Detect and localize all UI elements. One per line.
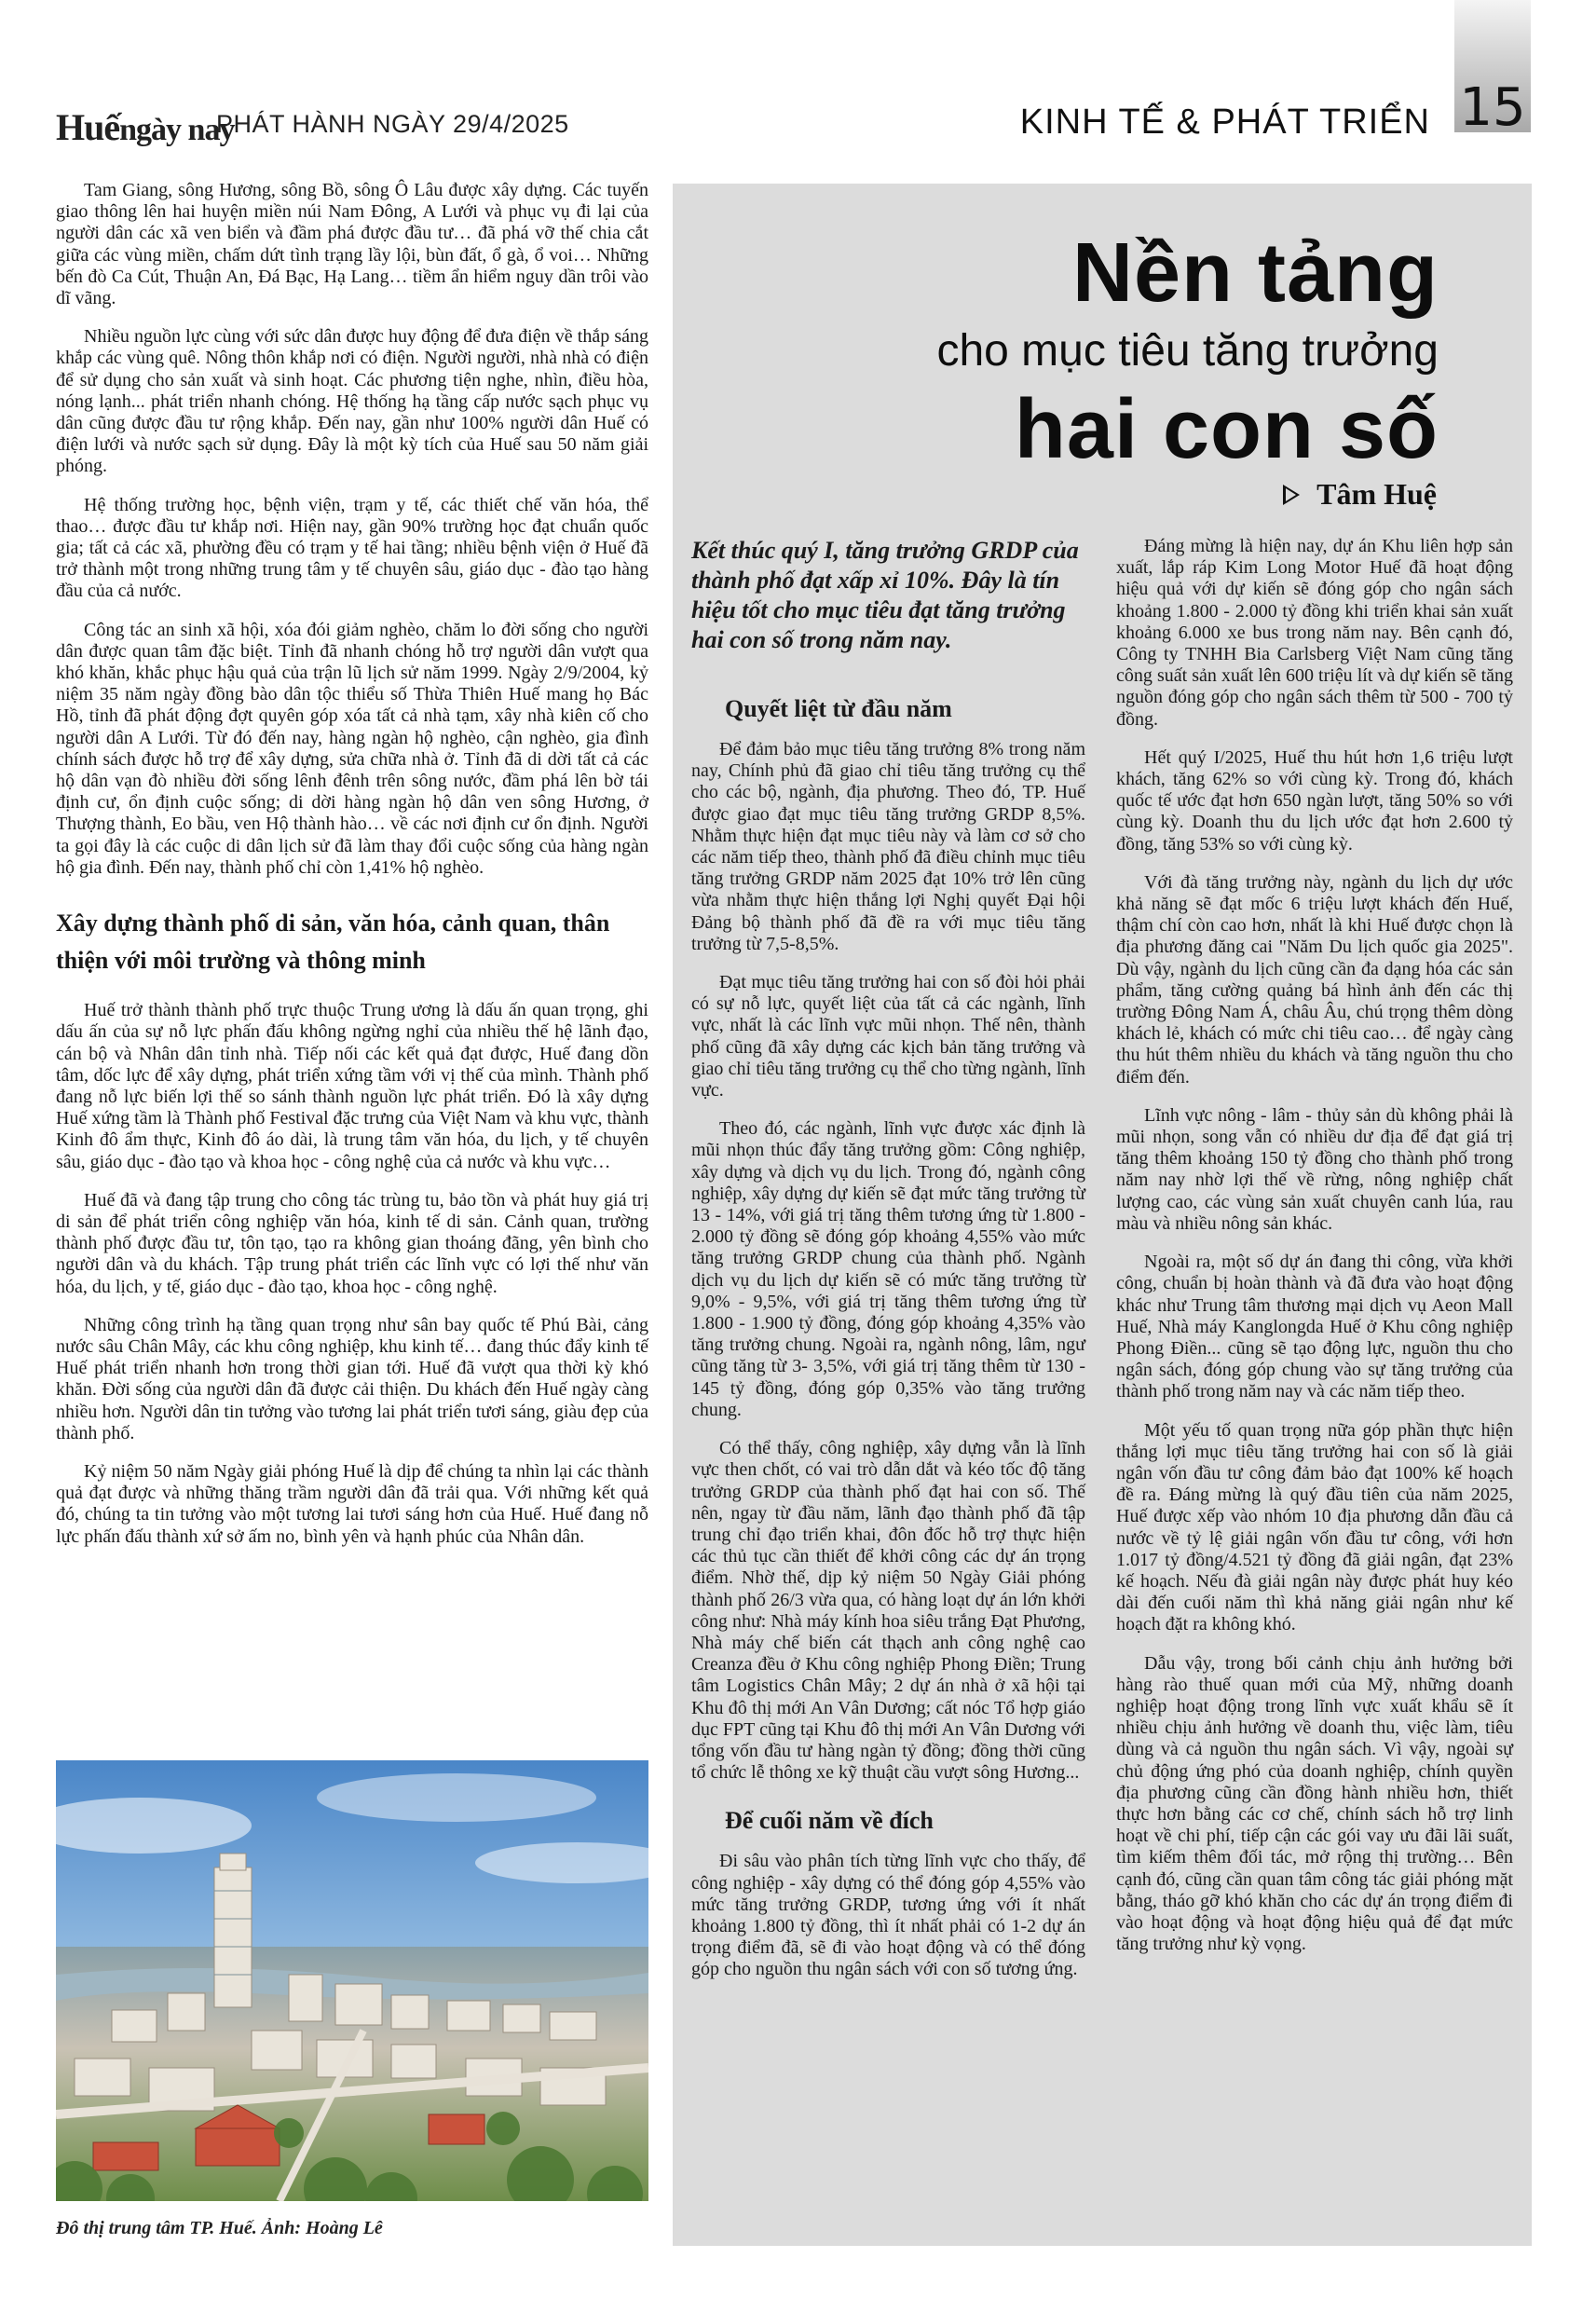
photo-caption: Đô thị trung tâm TP. Huế. Ảnh: Hoàng Lê xyxy=(56,2218,383,2238)
paragraph: Nhiều nguồn lực cùng với sức dân được huy động để đưa điện về thắp sáng khắp các vùng quê. Nông thôn khắp nơi có điện. Người người, nhà nhà có điện để sử dụng cho sản xuất và sinh hoạt. Các phương tiện nghe, nhìn, điều hòa, nóng lạnh... phát triển nhanh chóng. Hệ thống hạ tầng cấp nước sạch phục vụ dân cũng được đầu tư rộng khắp. Đến nay, gần như 100% người dân Huế có điện lưới và nước sạch sử dụng. Đây là một kỳ tích của Huế sau 50 năm giải phóng. xyxy=(56,326,648,477)
article-column-2 xyxy=(1116,536,1513,1955)
left-paragraphs-b xyxy=(56,1000,648,1548)
article-column-1 xyxy=(691,536,1085,1981)
left-column xyxy=(56,180,648,1548)
article-lead: Kết thúc quý I, tăng trưởng GRDP của thành phố đạt xấp xỉ 10%. Đây là tín hiệu tốt cho mục tiêu đạt tăng trưởng hai con số trong năm nay. xyxy=(691,537,1079,653)
left-subheading: Xây dựng thành phố di sản, văn hóa, cảnh quan, thân thiện với môi trường và thông minh xyxy=(56,910,610,975)
paragraph: Dẫu vậy, trong bối cảnh chịu ảnh hưởng bởi hàng rào thuế quan mới của Mỹ, những doanh nghiệp hoạt động trong lĩnh vực xuất khẩu sẽ ít nhiều chịu ảnh hưởng về doanh thu, việc làm, tiêu dùng và cả nguồn thu ngân sách. Vì vậy, ngoài sự chủ động ứng phó của doanh nghiệp, chính quyền địa phương cũng cần đồng hành nhiều hơn, thiết thực hơn bằng các cơ chế, chính sách hỗ trợ linh hoạt về chi phí, tiếp cận các gói vay ưu đãi lãi suất, tìm kiếm thêm đối tác, mở rộng thị trường… Bên cạnh đó, cũng cần quan tâm công tác giải phóng mặt bằng, tháo gỡ khó khăn cho các dự án trọng điểm đi vào hoạt động và hoạt động hiệu quả để đạt mức tăng trưởng như kỳ vọng. xyxy=(1116,1652,1513,1955)
logo-suffix: ngày nay xyxy=(119,113,235,147)
paragraph: Đáng mừng là hiện nay, dự án Khu liên hợp sản xuất, lắp ráp Kim Long Motor Huế đã hoạt động hiệu quả với dự kiến sẽ đóng góp cho ngân sách khoảng 1.800 - 2.000 tỷ đồng khi triển khai sản xuất khoảng 6.000 xe bus trong năm nay. Bên cạnh đó, Công ty TNHH Bia Carlsberg Việt Nam cũng tăng công suất sản xuất lên 600 triệu lít và dự kiến sẽ tăng nguồn đóng góp cho ngân sách thêm từ 500 - 700 tỷ đồng. xyxy=(1116,536,1513,730)
triangle-outline-icon xyxy=(1283,485,1300,505)
section-name: KINH TẾ & PHÁT TRIỂN xyxy=(1019,103,1430,142)
city-aerial-image xyxy=(56,1760,648,2201)
paragraph: Kỷ niệm 50 năm Ngày giải phóng Huế là dịp để chúng ta nhìn lại các thành quả đạt được và những thăng trầm người dân đã trải qua. Với những kết quả đó, chúng ta tin tưởng vào một tương lai tươi sáng hơn của Huế. Huế đang nỗ lực phấn đấu thành xứ sở ấm no, bình yên và hạnh phúc của Nhân dân. xyxy=(56,1460,648,1547)
paragraph: Với đà tăng trưởng này, ngành du lịch dự ước khả năng sẽ đạt mốc 6 triệu lượt khách đến Huế, thậm chí còn cao hơn, nhất là khi Huế được chọn là địa phương đăng cai "Năm Du lịch quốc gia 2025". Dù vậy, ngành du lịch cũng cần đa dạng hóa các sản phẩm, tăng cường quảng bá hình ảnh đến các thị trường Đông Nam Á, châu Âu, chú trọng thêm dòng khách lẻ, khách có mức chi tiêu cao… để ngày càng thu hút thêm nhiều du khách và tăng nguồn thu cho điểm đến. xyxy=(1116,871,1513,1088)
headline-line-1: Nền tảng xyxy=(1071,226,1439,320)
headline xyxy=(673,228,1439,476)
paragraph: Công tác an sinh xã hội, xóa đói giảm nghèo, chăm lo đời sống cho người dân được quan tâm đặc biệt. Tỉnh đã nhanh chóng hỗ trợ người dân vượt qua khó khăn, khắc phục hậu quả của trận lũ lịch sử năm 1999. Ngày 2/9/2004, kỷ niệm 35 năm ngày đồng bào dân tộc thiểu số Thừa Thiên Huế mang họ Bác Hồ, tỉnh đã phát động đợt quyên góp xóa tất cả nhà tạm, xây nhà kiên cố cho người dân A Lưới. Từ đó đến nay, hàng ngàn hộ nghèo, cận nghèo, gia đình chính sách được hỗ trợ để xây dựng, sửa chữa nhà ở. Tỉnh đã di dời tất cả các hộ dân vạn đò nhiều đời sống lênh đênh trên sông nước, đầm phá lên bờ tái định cư, ổn định cuộc sống; di dời hàng ngàn hộ dân ven sông Hương, ở Thượng thành, Eo bầu, ven Hộ thành hào… về các nơi định cư ổn định. Người ta gọi đây là các cuộc di dân lịch sử đã làm thay đổi cuộc sống của hàng ngàn hộ gia đình. Đến nay, thành phố chỉ còn 1,41% hộ nghèo. xyxy=(56,619,648,878)
article-paragraphs-2 xyxy=(691,1851,1085,1980)
paragraph: Hệ thống trường học, bệnh viện, trạm y tế, các thiết chế văn hóa, thể thao… được đầu tư khắp nơi. Hiện nay, gần 90% trường học đạt chuẩn quốc gia; tất cả các xã, phường đều có trạm y tế hai tầng; nhiều bệnh viện ở Huế đã trở thành một trong những trung tâm y tế chuyên sâu, giáo dục - đào tạo hàng đầu của cả nước. xyxy=(56,494,648,602)
article-paragraphs-1 xyxy=(691,739,1085,1784)
paragraph: Theo đó, các ngành, lĩnh vực được xác định là mũi nhọn thúc đẩy tăng trưởng gồm: Công nghiệp, xây dựng và dịch vụ du lịch. Trong đó, ngành công nghiệp, xây dựng dự kiến sẽ đạt mức tăng trưởng từ 13 - 14%, với giá trị tăng thêm tương ứng từ 1.800 - 2.000 tỷ đồng sẽ đóng góp khoảng 4,55% vào mức tăng trưởng GRDP chung của thành phố. Ngành dịch vụ du lịch dự kiến sẽ có mức tăng trưởng từ 9,0% - 9,5%, với giá trị tăng thêm tương ứng từ 1.800 - 1.900 tỷ đồng, đóng góp khoảng 4,35% vào tăng trưởng chung. Ngoài ra, ngành nông, lâm, ngư cũng tăng từ 3- 3,5%, với giá trị tăng thêm từ 130 - 145 tỷ đồng, đóng góp 0,35% vào tăng trưởng chung. xyxy=(691,1118,1085,1420)
article-subheading-2: Để cuối năm về đích xyxy=(725,1807,934,1835)
page-number: 15 xyxy=(1459,77,1526,138)
paragraph: Đi sâu vào phân tích từng lĩnh vực cho thấy, để công nghiệp - xây dựng có thể đóng góp 4,55% vào mức tăng trưởng GRDP, tương ứng với ít nhất khoảng 1.800 tỷ đồng, thì ít nhất phải có 1-2 dự án trọng điểm đã, sẽ đi vào hoạt động và có thể đóng góp cho nguồn thu ngân sách với con số tương ứng. xyxy=(691,1851,1085,1980)
city-photo xyxy=(56,1760,648,2201)
issue-date: PHÁT HÀNH NGÀY 29/4/2025 xyxy=(216,110,569,138)
paragraph: Lĩnh vực nông - lâm - thủy sản dù không phải là mũi nhọn, song vẫn có nhiều dư địa để đạt giá trị tăng thêm khoảng 150 tỷ đồng cho thành phố trong năm nay nhờ lợi thế về rừng, nông nghiệp chất lượng cao, các vùng sản xuất chuyên canh lúa, rau màu và nhiều nông sản khác. xyxy=(1116,1104,1513,1234)
paragraph: Hết quý I/2025, Huế thu hút hơn 1,6 triệu lượt khách, tăng 62% so với cùng kỳ. Trong đó, khách quốc tế ước đạt hơn 650 ngàn lượt, tăng 50% so với cùng kỳ. Doanh thu du lịch ước đạt hơn 2.600 tỷ đồng, tăng 53% so với cùng kỳ. xyxy=(1116,746,1513,855)
paragraph: Huế trở thành thành phố trực thuộc Trung ương là dấu ấn quan trọng, ghi dấu ấn của sự nỗ lực phấn đấu không ngừng nghỉ của nhiều thế hệ lãnh đạo, cán bộ và Nhân dân tỉnh nhà. Tiếp nối các kết quả đạt được, Huế đang dồn tâm, dốc lực để xây dựng, phát triển xứng tầm với vị thế của mình. Thành phố đang nỗ lực biến lợi thế so sánh thành nguồn lực phát triển. Đó là xây dựng Huế xứng tầm là Thành phố Festival đặc trưng của Việt Nam và khu vực, thành Kinh đô ẩm thực, Kinh đô áo dài, là trung tâm văn hóa, du lịch, y tế chuyên sâu, giáo dục - đào tạo và khoa học - công nghệ của cả nước và khu vực… xyxy=(56,1000,648,1172)
article-paragraphs-3 xyxy=(1116,536,1513,1955)
paragraph: Ngoài ra, một số dự án đang thi công, vừa khởi công, chuẩn bị hoàn thành và đã đưa vào hoạt động khác như Trung tâm thương mại dịch vụ Aeon Mall Huế, Nhà máy Kanglongda Huế ở Khu công nghiệp Phong Điền... cũng sẽ tạo động lực, nguồn thu cho ngân sách, đóng góp chung vào sự tăng trưởng của thành phố trong năm nay và các năm tiếp theo. xyxy=(1116,1252,1513,1402)
headline-line-2: cho mục tiêu tăng trưởng xyxy=(936,326,1439,376)
left-paragraphs-a xyxy=(56,180,648,879)
author-name: Tâm Huệ xyxy=(1316,477,1437,511)
paragraph: Huế đã và đang tập trung cho công tác trùng tu, bảo tồn và phát huy giá trị di sản để phát triển công nghiệp văn hóa, kinh tế di sản. Cảnh quan, trường thành phố được đầu tư, tôn tạo, tạo ra không gian thoáng đãng, yên bình cho người dân và du khách. Tập trung phát triển các lĩnh vực có lợi thế như văn hóa, du lịch, y tế, giáo dục - đào tạo, khoa học - công nghệ. xyxy=(56,1189,648,1297)
paragraph: Đạt mục tiêu tăng trưởng hai con số đòi hỏi phải có sự nỗ lực, quyết liệt của tất cả các ngành, lĩnh vực, nhất là các lĩnh vực mũi nhọn. Thế nên, thành phố cũng đã xây dựng các kịch bản tăng trưởng và giao chỉ tiêu tăng trưởng cụ thể cho từng ngành, lĩnh vực. xyxy=(691,972,1085,1101)
newspaper-logo xyxy=(56,105,234,149)
logo-prefix: Huế xyxy=(56,106,120,148)
byline xyxy=(1283,477,1437,512)
article-subheading-1: Quyết liệt từ đầu năm xyxy=(725,695,952,722)
paragraph: Tam Giang, sông Hương, sông Bồ, sông Ô Lâu được xây dựng. Các tuyến giao thông lên hai huyện miền núi Nam Đông, A Lưới và phục vụ đi lại của người dân các xã ven biển và đầm phá được đầu tư… đã phá vỡ thế chia cắt giữa các vùng miền, chấm dứt tình trạng lầy lội, bùn đất, ổ gà, ổ voi… Những bến đò Ca Cút, Thuận An, Đá Bạc, Hạ Lang… tiềm ẩn hiểm nguy dần trôi vào dĩ vãng. xyxy=(56,180,648,309)
paragraph: Một yếu tố quan trọng nữa góp phần thực hiện thắng lợi mục tiêu tăng trưởng hai con số là giải ngân vốn đầu tư công đảm bảo đạt 100% kế hoạch đề ra. Đáng mừng là quý đầu tiên của năm 2025, Huế được xếp vào nhóm 10 địa phương dẫn đầu cả nước về tỷ lệ giải ngân vốn đầu tư công, với hơn 1.017 tỷ đồng/4.521 tỷ đồng đã giải ngân, đạt 23% kế hoạch. Nếu đà giải ngân này được phát huy kéo dài đến cuối năm thì khả năng giải ngân như kế hoạch đặt ra không khó. xyxy=(1116,1419,1513,1635)
paragraph: Có thể thấy, công nghiệp, xây dựng vẫn là lĩnh vực then chốt, có vai trò dẫn dắt và kéo tốc độ tăng trưởng GRDP của thành phố đạt hai con số. Thế nên, ngay từ đầu năm, lãnh đạo thành phố đã tập trung chỉ đạo triển khai, đôn đốc hỗ trợ thực hiện các thủ tục cần thiết để khởi công các dự án trọng điểm. Nhờ thế, dịp kỷ niệm 50 Ngày Giải phóng thành phố 26/3 vừa qua, có hàng loạt dự án lớn khởi công như: Nhà máy kính hoa siêu trắng Đạt Phương, Nhà máy chế biến cát thạch anh công nghệ cao Creanza đều ở Khu công nghiệp Phong Điền; Trung tâm Logistics Chân Mây; 2 dự án nhà ở xã hội tại Khu đô thị mới An Vân Dương; cất nóc Tổ hợp giáo dục FPT cũng tại Khu đô thị mới An Vân Dương với tổng vốn đầu tư hàng ngàn tỷ đồng; đồng thời cũng tổ chức lễ thông xe kỹ thuật cầu vượt sông Hương... xyxy=(691,1438,1085,1784)
headline-line-3: hai con số xyxy=(1014,383,1439,476)
paragraph: Để đảm bảo mục tiêu tăng trưởng 8% trong năm nay, Chính phủ đã giao chỉ tiêu tăng trưởng cụ thể cho các bộ, ngành, địa phương. Theo đó, TP. Huế được giao đạt mục tiêu tăng trưởng GRDP 8,5%. Nhằm thực hiện đạt mục tiêu này và làm cơ sở cho các năm tiếp theo, thành phố đã điều chỉnh mục tiêu tăng trưởng GRDP năm 2025 đạt 10% trở lên cũng vừa nhằm thực hiện thắng lợi Nghị quyết Đại hội Đảng bộ thành phố đã đề ra với mục tiêu tăng trưởng từ 7,5-8,5%. xyxy=(691,739,1085,954)
paragraph: Những công trình hạ tầng quan trọng như sân bay quốc tế Phú Bài, cảng nước sâu Chân Mây, các khu công nghiệp, khu kinh tế… đang thúc đẩy kinh tế Huế phát triển nhanh hơn trong thời gian tới. Huế đã vượt qua thời kỳ khó khăn. Đời sống của người dân đã được cải thiện. Du khách đến Huế ngày càng nhiều hơn. Người dân tin tưởng vào tương lai phát triển tươi sáng, giàu đẹp của thành phố. xyxy=(56,1314,648,1443)
